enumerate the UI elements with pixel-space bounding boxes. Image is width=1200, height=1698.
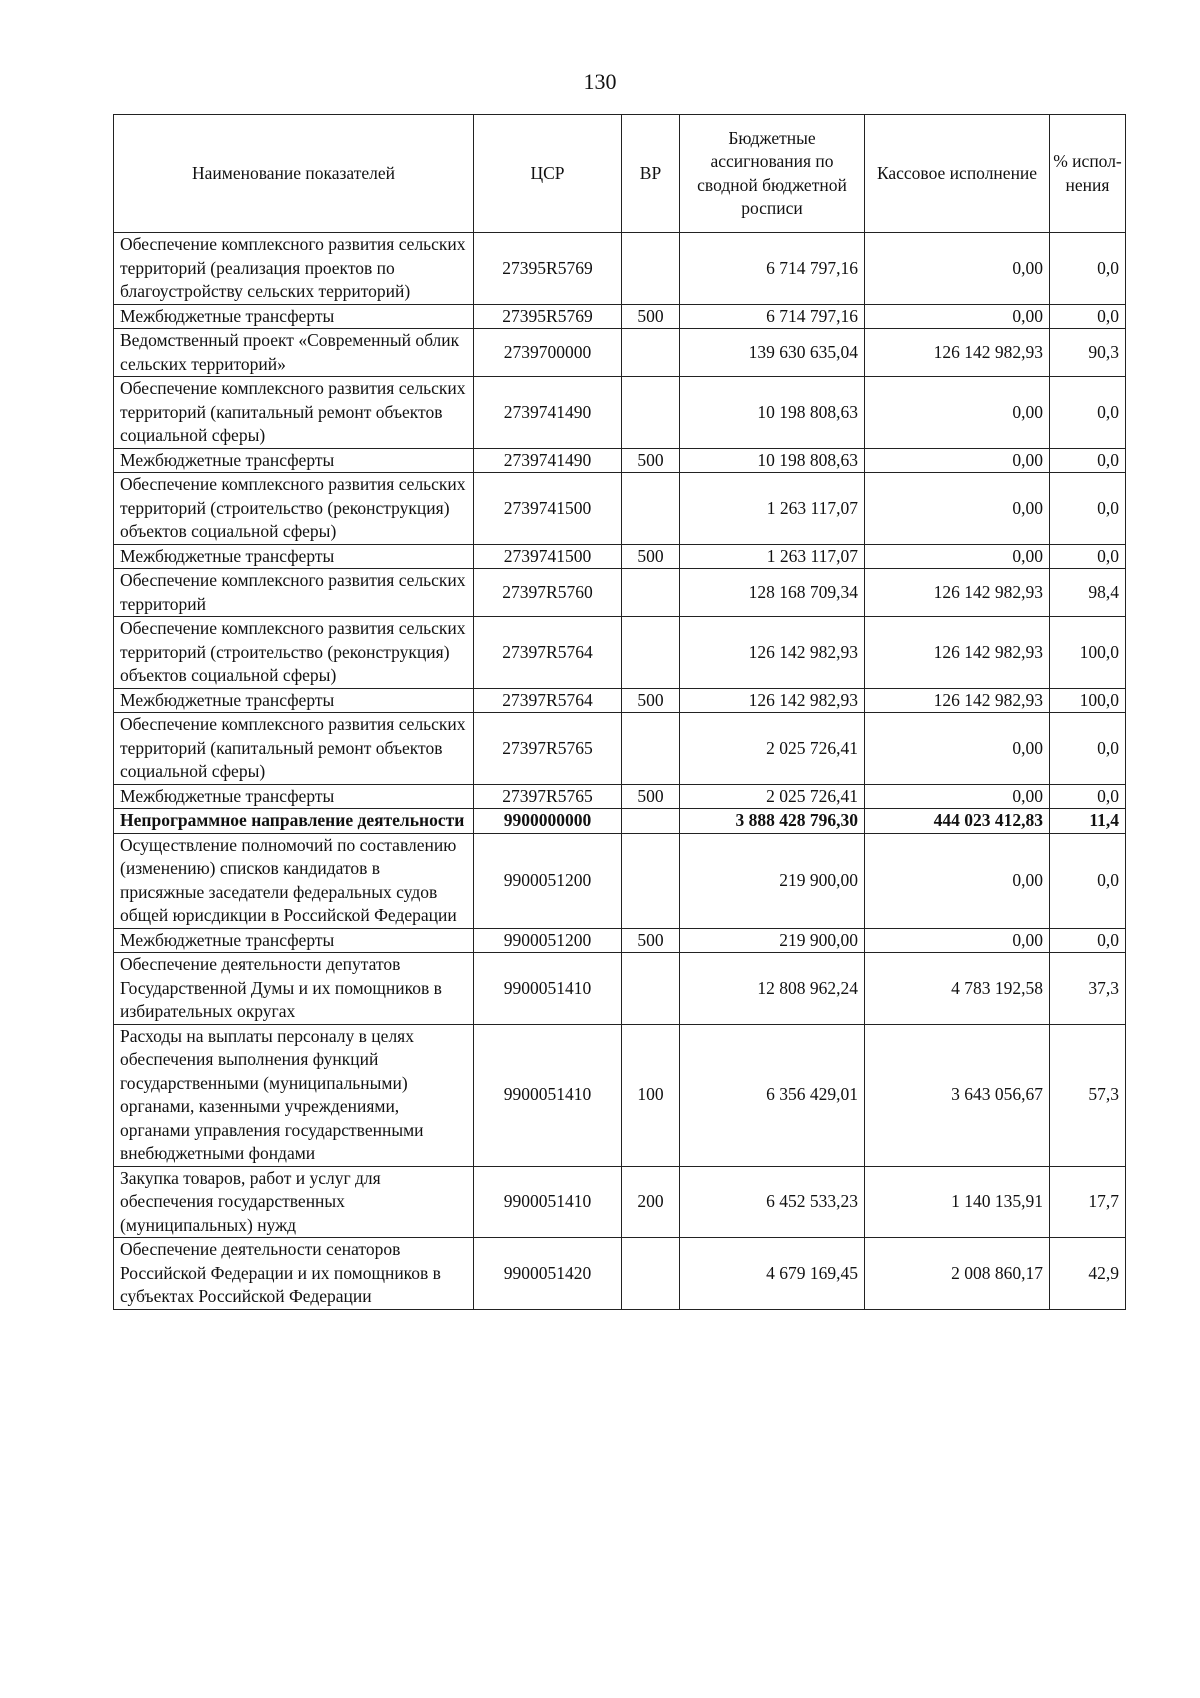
table-row (114, 784, 1126, 809)
cell-pct: 0,0 (1050, 473, 1126, 545)
cell-vr (622, 809, 680, 834)
cell-name: Осуществление полномочий по составлению (изменению) списков кандидатов в присяжные заседатели федеральных судов общей юрисдикции в Российской Федерации (114, 833, 474, 928)
cell-csr: 27397R5765 (474, 784, 622, 809)
cell-cash: 0,00 (865, 304, 1050, 329)
cell-name: Непрограммное направление деятельности (114, 809, 474, 834)
cell-vr: 200 (622, 1166, 680, 1238)
cell-csr: 9900051420 (474, 1238, 622, 1310)
header-csr: ЦСР (474, 115, 622, 233)
cell-pct: 0,0 (1050, 713, 1126, 785)
cell-csr: 27397R5764 (474, 688, 622, 713)
cell-csr: 2739741490 (474, 377, 622, 449)
cell-name: Обеспечение деятельности сенаторов Российской Федерации и их помощников в субъектах Российской Федерации (114, 1238, 474, 1310)
cell-pct: 57,3 (1050, 1024, 1126, 1166)
cell-cash: 0,00 (865, 928, 1050, 953)
cell-pct: 17,7 (1050, 1166, 1126, 1238)
cell-csr: 9900051410 (474, 1166, 622, 1238)
cell-vr: 500 (622, 928, 680, 953)
cell-vr: 500 (622, 688, 680, 713)
cell-csr: 27395R5769 (474, 233, 622, 305)
table-row (114, 833, 1126, 928)
budget-execution-table (113, 114, 1126, 1310)
cell-pct: 0,0 (1050, 833, 1126, 928)
cell-name: Межбюджетные трансферты (114, 304, 474, 329)
cell-csr: 27395R5769 (474, 304, 622, 329)
table-row (114, 713, 1126, 785)
cell-vr (622, 617, 680, 689)
header-row (114, 115, 1126, 233)
cell-vr: 500 (622, 304, 680, 329)
header-name: Наименование показателей (114, 115, 474, 233)
table-row (114, 569, 1126, 617)
cell-pct: 11,4 (1050, 809, 1126, 834)
cell-cash: 0,00 (865, 233, 1050, 305)
table-row (114, 809, 1126, 834)
cell-csr: 27397R5765 (474, 713, 622, 785)
table-row (114, 953, 1126, 1025)
cell-budget: 6 714 797,16 (680, 304, 865, 329)
table-row (114, 377, 1126, 449)
cell-name: Ведомственный проект «Современный облик сельских территорий» (114, 329, 474, 377)
cell-name: Межбюджетные трансферты (114, 544, 474, 569)
cell-pct: 100,0 (1050, 617, 1126, 689)
header-pct: % испол- нения (1050, 115, 1126, 233)
table-row (114, 544, 1126, 569)
cell-vr (622, 833, 680, 928)
cell-vr (622, 953, 680, 1025)
cell-cash: 0,00 (865, 448, 1050, 473)
cell-vr (622, 473, 680, 545)
cell-pct: 90,3 (1050, 329, 1126, 377)
table-row (114, 329, 1126, 377)
cell-pct: 0,0 (1050, 377, 1126, 449)
cell-csr: 2739741500 (474, 473, 622, 545)
cell-budget: 126 142 982,93 (680, 617, 865, 689)
cell-budget: 10 198 808,63 (680, 448, 865, 473)
cell-budget: 4 679 169,45 (680, 1238, 865, 1310)
cell-csr: 9900051410 (474, 1024, 622, 1166)
cell-cash: 0,00 (865, 544, 1050, 569)
cell-pct: 98,4 (1050, 569, 1126, 617)
header-vr: ВР (622, 115, 680, 233)
cell-budget: 12 808 962,24 (680, 953, 865, 1025)
cell-name: Обеспечение комплексного развития сельских территорий (строительство (реконструкция) объектов социальной сферы) (114, 617, 474, 689)
cell-name: Межбюджетные трансферты (114, 688, 474, 713)
cell-budget: 219 900,00 (680, 928, 865, 953)
cell-name: Межбюджетные трансферты (114, 784, 474, 809)
cell-name: Обеспечение деятельности депутатов Государственной Думы и их помощников в избирательных округах (114, 953, 474, 1025)
cell-vr: 500 (622, 544, 680, 569)
cell-vr: 100 (622, 1024, 680, 1166)
cell-name: Обеспечение комплексного развития сельских территорий (капитальный ремонт объектов социальной сферы) (114, 377, 474, 449)
cell-cash: 0,00 (865, 377, 1050, 449)
cell-pct: 0,0 (1050, 448, 1126, 473)
cell-pct: 0,0 (1050, 544, 1126, 569)
cell-csr: 9900000000 (474, 809, 622, 834)
header-budget: Бюджетные ассигнования по сводной бюджетной росписи (680, 115, 865, 233)
table-row (114, 688, 1126, 713)
cell-csr: 9900051410 (474, 953, 622, 1025)
table-row (114, 448, 1126, 473)
table-row (114, 617, 1126, 689)
header-cash: Кассовое исполнение (865, 115, 1050, 233)
cell-cash: 4 783 192,58 (865, 953, 1050, 1025)
cell-cash: 126 142 982,93 (865, 688, 1050, 713)
cell-cash: 126 142 982,93 (865, 569, 1050, 617)
table-row (114, 1166, 1126, 1238)
cell-vr (622, 329, 680, 377)
cell-budget: 6 452 533,23 (680, 1166, 865, 1238)
cell-cash: 444 023 412,83 (865, 809, 1050, 834)
cell-name: Межбюджетные трансферты (114, 928, 474, 953)
cell-budget: 10 198 808,63 (680, 377, 865, 449)
cell-name: Обеспечение комплексного развития сельских территорий (реализация проектов по благоустройству сельских территорий) (114, 233, 474, 305)
cell-pct: 0,0 (1050, 928, 1126, 953)
cell-vr (622, 377, 680, 449)
table-row (114, 928, 1126, 953)
table-row (114, 304, 1126, 329)
cell-vr (622, 569, 680, 617)
cell-name: Обеспечение комплексного развития сельских территорий (капитальный ремонт объектов социальной сферы) (114, 713, 474, 785)
cell-name: Расходы на выплаты персоналу в целях обеспечения выполнения функций государственными (муниципальными) органами, казенными учреждениями, органами управления государственными внебюджетными фондами (114, 1024, 474, 1166)
cell-csr: 2739741500 (474, 544, 622, 569)
table-row (114, 233, 1126, 305)
cell-cash: 0,00 (865, 784, 1050, 809)
cell-csr: 2739741490 (474, 448, 622, 473)
cell-budget: 1 263 117,07 (680, 544, 865, 569)
cell-vr (622, 1238, 680, 1310)
cell-pct: 42,9 (1050, 1238, 1126, 1310)
cell-name: Закупка товаров, работ и услуг для обеспечения государственных (муниципальных) нужд (114, 1166, 474, 1238)
cell-pct: 100,0 (1050, 688, 1126, 713)
cell-cash: 0,00 (865, 713, 1050, 785)
page-number: 130 (583, 69, 617, 94)
cell-csr: 9900051200 (474, 928, 622, 953)
cell-vr: 500 (622, 448, 680, 473)
table-row (114, 1238, 1126, 1310)
table-body (114, 233, 1126, 1310)
table-row (114, 1024, 1126, 1166)
cell-name: Обеспечение комплексного развития сельских территорий (строительство (реконструкция) объектов социальной сферы) (114, 473, 474, 545)
cell-budget: 1 263 117,07 (680, 473, 865, 545)
cell-budget: 6 356 429,01 (680, 1024, 865, 1166)
cell-budget: 128 168 709,34 (680, 569, 865, 617)
cell-pct: 37,3 (1050, 953, 1126, 1025)
table-row (114, 473, 1126, 545)
cell-budget: 2 025 726,41 (680, 784, 865, 809)
cell-vr (622, 713, 680, 785)
cell-budget: 3 888 428 796,30 (680, 809, 865, 834)
cell-cash: 3 643 056,67 (865, 1024, 1050, 1166)
cell-budget: 6 714 797,16 (680, 233, 865, 305)
cell-vr: 500 (622, 784, 680, 809)
table-header (114, 115, 1126, 233)
cell-cash: 0,00 (865, 473, 1050, 545)
cell-pct: 0,0 (1050, 304, 1126, 329)
cell-budget: 219 900,00 (680, 833, 865, 928)
cell-budget: 139 630 635,04 (680, 329, 865, 377)
cell-name: Межбюджетные трансферты (114, 448, 474, 473)
cell-csr: 27397R5760 (474, 569, 622, 617)
cell-budget: 126 142 982,93 (680, 688, 865, 713)
cell-csr: 27397R5764 (474, 617, 622, 689)
cell-pct: 0,0 (1050, 233, 1126, 305)
cell-name: Обеспечение комплексного развития сельских территорий (114, 569, 474, 617)
cell-cash: 0,00 (865, 833, 1050, 928)
cell-csr: 2739700000 (474, 329, 622, 377)
cell-pct: 0,0 (1050, 784, 1126, 809)
cell-budget: 2 025 726,41 (680, 713, 865, 785)
cell-cash: 2 008 860,17 (865, 1238, 1050, 1310)
cell-vr (622, 233, 680, 305)
cell-cash: 126 142 982,93 (865, 329, 1050, 377)
cell-cash: 126 142 982,93 (865, 617, 1050, 689)
cell-cash: 1 140 135,91 (865, 1166, 1050, 1238)
cell-csr: 9900051200 (474, 833, 622, 928)
